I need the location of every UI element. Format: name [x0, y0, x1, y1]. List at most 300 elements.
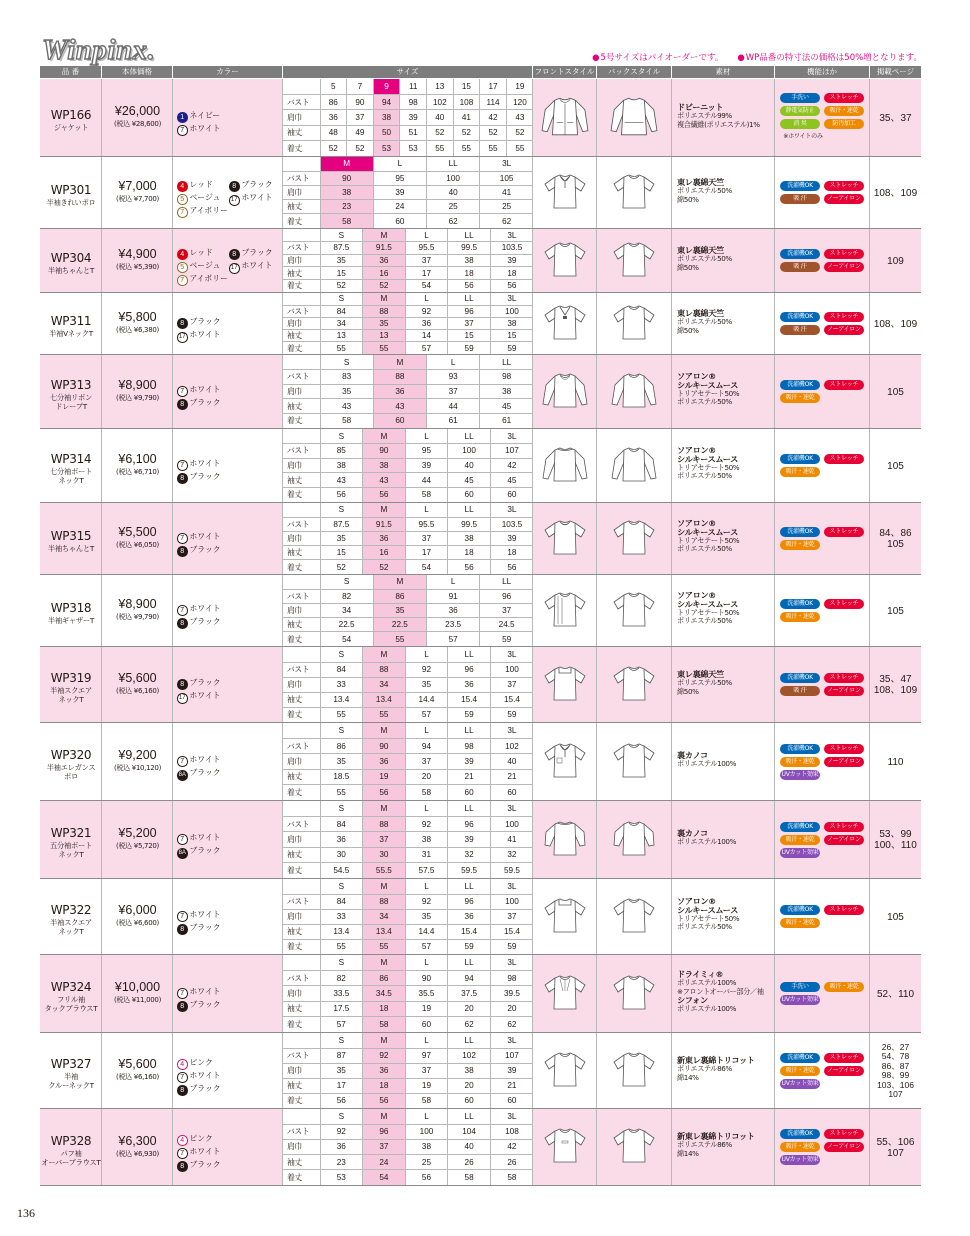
- measure-label: 肩巾: [283, 317, 320, 329]
- size-row: [283, 986, 533, 1001]
- color-number-icon: 8: [177, 618, 188, 629]
- size-label: LL: [448, 229, 491, 242]
- material-line: 綿50%: [677, 686, 699, 696]
- functions-cell: [775, 293, 870, 354]
- measure-value: 20: [490, 1001, 533, 1016]
- size-row: [283, 970, 533, 985]
- measure-value: 55: [515, 144, 525, 153]
- back-style-cell: [597, 157, 672, 228]
- color-cell: [173, 1033, 283, 1108]
- page-references: 35、37: [879, 113, 912, 124]
- color-label: ホワイト: [189, 987, 221, 996]
- color-label: ホワイト: [189, 755, 221, 764]
- measure-label: バスト: [283, 171, 320, 185]
- product-code: WP321: [50, 826, 92, 840]
- back-style-cell: [597, 879, 672, 954]
- page-references: 108、109: [873, 319, 918, 330]
- size-table: [283, 801, 533, 878]
- color-label: ホワイト: [189, 1071, 221, 1080]
- color-label: ブラック: [189, 398, 221, 407]
- header-size: サイズ: [283, 66, 533, 78]
- color-option: [177, 760, 221, 781]
- size-header-row: [283, 955, 533, 970]
- color-number-icon: 7: [177, 460, 188, 471]
- page-references: 110: [887, 757, 904, 768]
- size-row: [283, 110, 533, 125]
- pages-cell: [870, 503, 921, 574]
- measure-value: 37: [405, 531, 448, 545]
- back-style-illustration: [611, 172, 657, 214]
- material-cell: [672, 955, 775, 1032]
- measure-value: 24: [363, 1155, 406, 1170]
- material-line: 裏カノコ: [677, 750, 708, 760]
- measure-value: 120: [506, 94, 533, 109]
- measure-value: 53: [320, 1170, 363, 1185]
- front-style-cell: [533, 879, 597, 954]
- measure-value: 37.5: [448, 986, 491, 1001]
- size-label: M: [363, 955, 406, 970]
- code-cell: [40, 503, 102, 574]
- color-label: ベージュ: [189, 193, 221, 202]
- color-label: ホワイト: [189, 833, 221, 842]
- size-row: [283, 832, 533, 847]
- measure-value: 39: [490, 254, 533, 267]
- measure-value: 19: [363, 769, 406, 784]
- product-name: パフ袖: [60, 1149, 82, 1158]
- measure-value: 35: [320, 254, 363, 267]
- product-row: [40, 1033, 921, 1109]
- material-line: シフォン: [677, 995, 708, 1006]
- color-label: ブラック: [189, 678, 221, 687]
- size-label: LL: [448, 723, 491, 738]
- code-cell: [40, 355, 102, 428]
- measure-label: バスト: [283, 970, 320, 985]
- color-number-icon: 8: [177, 1085, 188, 1096]
- measure-value: 104: [448, 1124, 491, 1139]
- measure-value: 90: [320, 171, 373, 185]
- product-price-tax: (税込 ¥6,050): [116, 541, 159, 549]
- measure-value: 90: [405, 970, 448, 985]
- measure-label: 着丈: [283, 214, 320, 228]
- measure-label: 肩巾: [283, 1139, 320, 1154]
- color-number-icon: 4: [177, 1059, 188, 1070]
- size-label: LL: [448, 1109, 491, 1124]
- front-style-cell: [533, 429, 597, 502]
- material-cell: [672, 575, 775, 646]
- size-row: [283, 267, 533, 280]
- size-corner: [283, 801, 320, 816]
- color-option: [177, 537, 221, 557]
- size-label: 3L: [490, 879, 533, 894]
- header-pages: 掲載ページ: [876, 67, 915, 76]
- measure-label: 肩巾: [283, 1063, 320, 1078]
- front-style-illustration: [542, 371, 588, 413]
- function-badge: 吸汗・速乾: [780, 918, 820, 928]
- front-style-cell: [533, 293, 597, 354]
- measure-label: バスト: [283, 242, 320, 255]
- size-label: S: [320, 229, 363, 242]
- price-cell: [102, 801, 173, 878]
- color-label: ブラック: [189, 923, 221, 932]
- color-label: ブラック: [189, 617, 221, 626]
- color-label: ピンク: [189, 1058, 213, 1067]
- color-label: ホワイト: [241, 261, 273, 270]
- function-badge: 吸 汗: [780, 325, 820, 335]
- measure-value: 23.5: [427, 618, 480, 632]
- measure-value: 40: [427, 185, 480, 199]
- measure-label: 着丈: [283, 632, 320, 646]
- material-line: ソアロン®: [677, 518, 716, 528]
- measure-label: 肩巾: [283, 458, 320, 473]
- measure-value: 38: [363, 458, 406, 473]
- size-row: [283, 399, 533, 414]
- material-text: [677, 446, 775, 481]
- measure-value: 92: [405, 816, 448, 831]
- size-row: [283, 603, 533, 617]
- function-badge: ストレッチ: [824, 93, 864, 103]
- header-price: 本体価格: [102, 66, 173, 78]
- measure-value: 88: [363, 894, 406, 909]
- color-number-icon: 7: [177, 1072, 188, 1083]
- material-cell: [672, 801, 775, 878]
- size-header-row: [283, 1033, 533, 1048]
- measure-value: 103.5: [490, 517, 533, 531]
- measure-value: 96: [480, 589, 533, 603]
- size-header-row: [283, 293, 533, 305]
- measure-value: 43: [320, 473, 363, 488]
- measure-value: 41: [453, 110, 480, 125]
- measure-value: 14: [405, 330, 448, 342]
- measure-value: 55: [453, 141, 480, 156]
- size-label: 15: [453, 79, 480, 94]
- product-name: 七分袖ボート: [50, 467, 92, 476]
- product-name: タックブラウスT: [44, 1004, 98, 1013]
- size-row: [283, 1048, 533, 1063]
- product-name: 半袖きれいポロ: [46, 198, 96, 207]
- size-cell: [283, 429, 533, 502]
- functions-cell: [775, 575, 870, 646]
- size-cell: [283, 955, 533, 1032]
- size-label: S: [320, 355, 373, 370]
- size-corner: [283, 79, 320, 94]
- measure-value: 52: [363, 560, 406, 574]
- measure-value: 19: [405, 1001, 448, 1016]
- size-label: LL: [448, 955, 491, 970]
- size-label: LL: [448, 503, 491, 517]
- size-header-row: [283, 879, 533, 894]
- size-label: S: [320, 575, 373, 589]
- product-price-tax: (税込 ¥7,700): [116, 195, 159, 203]
- measure-label: 着丈: [283, 560, 320, 574]
- code-cell: [40, 723, 102, 800]
- measure-label: バスト: [283, 1048, 320, 1063]
- measure-label: バスト: [283, 816, 320, 831]
- measure-value: 35: [363, 317, 406, 329]
- size-row: [283, 1093, 533, 1108]
- measure-value: 55: [427, 141, 454, 156]
- measure-value: 57: [405, 342, 448, 354]
- size-label: 7: [347, 79, 374, 94]
- measure-value: 37: [490, 677, 533, 692]
- color-number-icon: 4: [177, 249, 188, 260]
- color-label: ブラック: [189, 1000, 221, 1009]
- measure-value: 13.4: [363, 692, 406, 707]
- size-header-row: [283, 355, 533, 370]
- back-style-illustration: [611, 741, 657, 783]
- product-row: [40, 801, 921, 879]
- function-badge: 吸汗・速乾: [780, 1142, 820, 1152]
- product-row: [40, 1109, 921, 1186]
- header-code: 品 番: [40, 66, 102, 78]
- color-label: アイボリー: [189, 206, 228, 215]
- color-cell: [173, 647, 283, 722]
- size-cell: [283, 229, 533, 292]
- function-badge: ストレッチ: [824, 312, 864, 322]
- size-label: M: [363, 723, 406, 738]
- size-label: L: [427, 575, 480, 589]
- size-header-row: [283, 723, 533, 738]
- measure-value: 37: [363, 1139, 406, 1154]
- measure-value: 58: [320, 214, 373, 228]
- measure-value: 55.5: [363, 863, 406, 878]
- measure-value: 55: [320, 785, 363, 800]
- size-row: [283, 413, 533, 428]
- color-cell: [173, 429, 283, 502]
- size-header-row: [283, 79, 533, 94]
- color-option: [229, 253, 272, 274]
- product-code: WP318: [50, 601, 92, 615]
- function-badge: 静電気防止: [780, 106, 820, 116]
- size-label: 17: [480, 79, 507, 94]
- size-cell: [283, 355, 533, 428]
- measure-value: 17: [320, 1078, 363, 1093]
- measure-value: 37: [405, 1063, 448, 1078]
- measure-value: 35: [405, 909, 448, 924]
- measure-value: 61: [427, 413, 480, 428]
- price-cell: [102, 429, 173, 502]
- size-label: 5: [320, 79, 347, 94]
- note-special-size: ● WP品番の特寸法の価格は50%増となります。: [737, 51, 922, 63]
- measure-label: 袖丈: [283, 847, 320, 862]
- size-label: L: [427, 355, 480, 370]
- measure-value: 108: [490, 1124, 533, 1139]
- measure-value: 38: [490, 317, 533, 329]
- measure-label: 袖丈: [283, 1155, 320, 1170]
- front-style-illustration: [542, 973, 588, 1015]
- color-number-icon: 4: [177, 181, 188, 192]
- function-badge: ストレッチ: [824, 744, 864, 754]
- function-badge: 洗濯機OK: [780, 599, 820, 609]
- measure-label: 着丈: [283, 1017, 320, 1032]
- measure-value: 35.5: [405, 986, 448, 1001]
- size-row: [283, 1155, 533, 1170]
- measure-value: 97: [405, 1048, 448, 1063]
- measure-value: 59: [448, 939, 491, 954]
- measure-value: 56: [448, 560, 491, 574]
- material-cell: [672, 879, 775, 954]
- measure-value: 52: [427, 125, 454, 140]
- page-references: 52、110: [876, 989, 915, 1000]
- function-badge: 洗濯機OK: [780, 905, 820, 915]
- function-badge: 洗濯機OK: [780, 380, 820, 390]
- size-label: M: [363, 229, 406, 242]
- color-option: [177, 1076, 221, 1096]
- color-cell: [173, 503, 283, 574]
- product-price: ¥10,000: [114, 980, 161, 994]
- material-text: [677, 829, 775, 847]
- size-row: [283, 707, 533, 722]
- size-row: [283, 560, 533, 574]
- front-style-illustration: [542, 896, 588, 938]
- front-style-cell: [533, 355, 597, 428]
- color-option: [177, 915, 221, 935]
- measure-label: 着丈: [283, 279, 320, 292]
- size-header-row: [283, 1109, 533, 1124]
- measure-label: 袖丈: [283, 769, 320, 784]
- measure-value: 20: [405, 769, 448, 784]
- code-cell: [40, 647, 102, 722]
- measure-value: 18: [363, 1001, 406, 1016]
- color-number-icon: 8: [177, 1161, 188, 1172]
- size-label: S: [320, 429, 363, 444]
- color-number-icon: 7: [177, 1148, 188, 1159]
- measure-value: 60: [507, 490, 517, 500]
- code-cell: [40, 879, 102, 954]
- measure-value: 90: [347, 94, 374, 109]
- measure-value: 86: [363, 970, 406, 985]
- size-table: [283, 879, 533, 954]
- color-label: ブラック: [189, 317, 221, 326]
- size-label: M: [320, 157, 373, 171]
- measure-value: 60: [373, 214, 426, 228]
- function-badge: 防汚加工: [824, 119, 864, 129]
- measure-value: 41: [480, 185, 533, 199]
- measure-value: 38: [373, 110, 400, 125]
- size-label: 3L: [490, 1109, 533, 1124]
- front-style-cell: [533, 723, 597, 800]
- measure-value: 93: [427, 370, 480, 385]
- measure-value: 32: [490, 847, 533, 862]
- size-label: M: [363, 647, 406, 662]
- product-name: 半袖スクエア: [50, 918, 92, 927]
- product-name: フリル袖: [57, 995, 85, 1004]
- size-corner: [283, 229, 320, 242]
- back-style-illustration: [611, 896, 657, 938]
- back-style-cell: [597, 355, 672, 428]
- color-cell: [173, 955, 283, 1032]
- material-line: 綿50%: [677, 325, 699, 335]
- measure-value: 34: [363, 909, 406, 924]
- size-row: [283, 94, 533, 109]
- color-number-icon: 8: [177, 546, 188, 557]
- measure-value: 55: [373, 632, 426, 646]
- measure-label: 着丈: [283, 487, 320, 502]
- color-number-icon: 7: [177, 533, 188, 544]
- product-code: WP315: [50, 529, 92, 543]
- code-cell: [40, 1109, 102, 1185]
- measure-value: 37: [448, 317, 491, 329]
- product-row: [40, 647, 921, 723]
- measure-value: 55: [320, 342, 363, 354]
- size-row: [283, 384, 533, 399]
- function-badge: 洗濯機OK: [780, 822, 820, 832]
- size-label: 3L: [490, 723, 533, 738]
- material-line: ソアロン®: [677, 445, 716, 455]
- measure-value: 92: [405, 894, 448, 909]
- color-number-icon: 17: [177, 332, 188, 343]
- size-row: [283, 909, 533, 924]
- back-style-cell: [597, 429, 672, 502]
- size-label: 3L: [490, 429, 533, 444]
- size-table: [283, 723, 533, 800]
- measure-value: 39: [448, 754, 491, 769]
- product-price: ¥8,900: [118, 378, 157, 392]
- measure-value: 86: [320, 94, 347, 109]
- function-badge: ストレッチ: [824, 1129, 864, 1139]
- measure-label: 着丈: [283, 707, 320, 722]
- color-label: ホワイト: [189, 385, 221, 394]
- color-cell: [173, 575, 283, 646]
- price-cell: [102, 879, 173, 954]
- color-number-icon: 8A: [177, 770, 188, 781]
- measure-value: 100: [490, 305, 533, 317]
- pages-cell: [870, 229, 921, 292]
- function-badge: ストレッチ: [824, 905, 864, 915]
- color-label: アイボリー: [189, 274, 228, 283]
- measure-value: 58: [405, 785, 448, 800]
- pages-cell: [870, 157, 921, 228]
- size-row: [283, 214, 533, 228]
- material-line: シルキースムース: [677, 904, 738, 915]
- measure-value: 95.5: [405, 517, 448, 531]
- function-badge: ※ホワイトのみ: [783, 133, 823, 140]
- measure-value: 18: [448, 267, 491, 280]
- page-references: 108、109: [873, 188, 918, 199]
- function-badge: 吸汗・速乾: [824, 106, 864, 116]
- product-price-tax: (税込 ¥6,160): [116, 1073, 159, 1081]
- color-label: ネイビー: [189, 111, 221, 120]
- color-number-icon: 8: [177, 473, 188, 484]
- product-price-tax: (税込 ¥11,000): [113, 996, 162, 1004]
- page-references: 105: [887, 606, 904, 617]
- size-label: 3L: [490, 229, 533, 242]
- material-line: ソアロン®: [677, 371, 716, 381]
- measure-value: 52: [506, 125, 533, 140]
- size-row: [283, 1170, 533, 1185]
- material-line: ポリエステル100%: [677, 836, 737, 846]
- measure-value: 59: [507, 343, 517, 353]
- color-number-icon: 17: [177, 693, 188, 704]
- product-name: ネックT: [58, 695, 84, 704]
- function-badge: UVカット効果: [781, 996, 819, 1003]
- measure-value: 38: [320, 458, 363, 473]
- measure-value: 25: [427, 200, 480, 214]
- measure-value: 21: [490, 1078, 533, 1093]
- functions-cell: [775, 1033, 870, 1108]
- measure-value: 100: [405, 1124, 448, 1139]
- measure-value: 60: [448, 487, 491, 502]
- measure-value: 13.4: [320, 924, 363, 939]
- material-line: ポリエステル86%: [677, 1063, 732, 1073]
- measure-value: 38: [405, 1139, 448, 1154]
- front-style-illustration: [542, 1050, 588, 1092]
- pages-cell: [870, 723, 921, 800]
- measure-value: 15: [320, 546, 363, 560]
- price-cell: [102, 293, 173, 354]
- measure-value: 87.5: [320, 242, 363, 255]
- product-code: WP304: [50, 251, 92, 265]
- functions-cell: [775, 1109, 870, 1185]
